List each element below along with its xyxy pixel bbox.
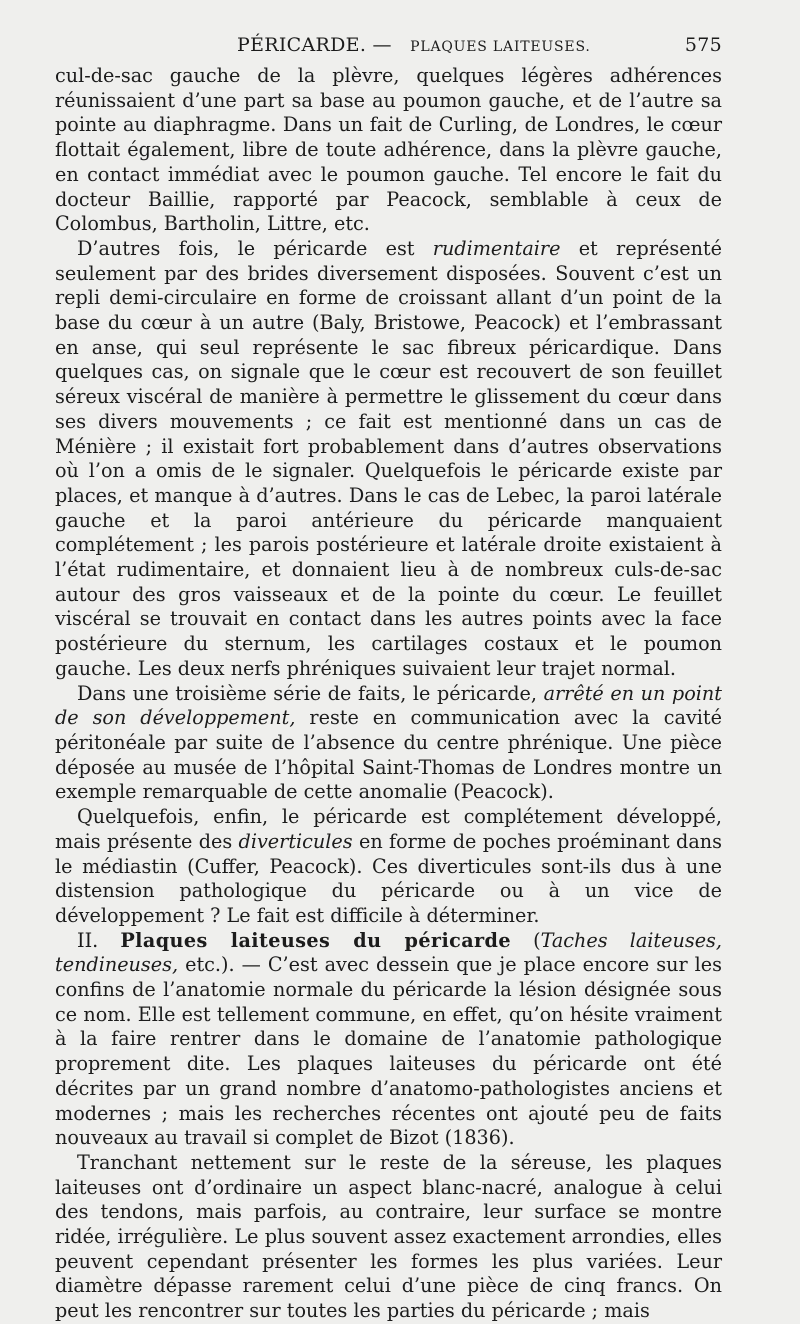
paragraph-1-text: cul-de-sac gauche de la plèvre, quelques légères adhérences réunissaient d’une part sa base au poumon gauche, et de l’autre sa pointe au diaphragme. Dans un fait de Curling, de Londres, le cœur flottait également, libre de toute adhérence, dans la plèvre gauche, en contact immédiat avec le poumon gauche. Tel encore le fait du docteur Baillie, rapporté par Peacock, semblable à ceux de Colombus, Bartholin, Littre, etc. bbox=[55, 64, 722, 236]
running-title-separator: — bbox=[372, 34, 392, 56]
page-number: 575 bbox=[684, 34, 722, 56]
paragraph-5-paren: ( bbox=[510, 928, 541, 952]
paragraph-5-emphasis: Taches laiteuses, tendineuses, bbox=[55, 928, 722, 977]
paragraph-2-emphasis: rudimentaire bbox=[432, 236, 561, 260]
paragraph-3-text-a: Dans une troisième série de faits, le péricarde, bbox=[77, 681, 544, 705]
paragraph-2-text-b: et représenté seulement par des brides diversement disposées. Souvent c’est un repli demi-circulaire en forme de croissant allant d’un point de la base du cœur à un autre (Baly, Bristowe, Peacock) et l’embrassant en anse, qui seul représente le sac fibreux péricardique. Dans quelques cas, on signale que le cœur est recouvert de son feuillet séreux viscéral de manière à permettre le glissement du cœur dans ses divers mouvements ; ce fait est mentionné dans un cas de Ménière ; il existait fort probablement dans d’autres observations où l’on a omis de le signaler. Quelquefois le péricarde existe par places, et manque à d’autres. Dans le cas de Lebec, la paroi latérale gauche et la paroi antérieure du péricarde manquaient complétement ; les parois postérieure et latérale droite existaient à l’état rudimentaire, et donnaient lieu à de nombreux culs-de-sac autour des gros vaisseaux et de la pointe du cœur. Le feuillet viscéral se trouvait en contact dans les autres points avec la face postérieure du sternum, les cartilages costaux et le poumon gauche. Les deux nerfs phréniques suivaient leur trajet normal. bbox=[55, 236, 722, 680]
running-title-subtitle: PLAQUES LAITEUSES. bbox=[410, 39, 591, 55]
paragraph-2 bbox=[55, 237, 722, 682]
paragraph-3-text-b: reste en communication avec la cavité péritonéale par suite de l’absence du centre phrénique. Une pièce déposée au musée de l’hôpital Saint-Thomas de Londres montre un exemple remarquable de cette anomalie (Peacock). bbox=[55, 706, 722, 804]
paragraph-6-text: Tranchant nettement sur le reste de la séreuse, les plaques laiteuses ont d’ordinaire un aspect blanc-nacré, analogue à celui des tendons, mais parfois, au contraire, leur surface se montre ridée, irrégulière. Le plus souvent assez exactement arrondies, elles peuvent cependant présenter les formes les plus variées. Leur diamètre dépasse rarement celui d’une pièce de cinq francs. On peut les rencontrer sur toutes les parties du péricarde ; mais bbox=[55, 1150, 722, 1323]
paragraph-4-text-a: Quelquefois, enfin, le péricarde est complétement développé, mais présente des bbox=[55, 805, 722, 853]
running-title bbox=[237, 34, 591, 56]
running-title-main: PÉRICARDE. bbox=[237, 34, 367, 56]
paragraph-2-text-a: D’autres fois, le péricarde est bbox=[77, 236, 433, 260]
body-text bbox=[55, 64, 722, 1324]
section-number: II. bbox=[77, 928, 121, 952]
paragraph-3-emphasis: arrêté en un point de son développement, bbox=[55, 681, 722, 730]
paragraph-3 bbox=[55, 682, 722, 806]
running-head bbox=[55, 30, 722, 64]
paragraph-6 bbox=[55, 1151, 722, 1324]
paragraph-4-emphasis: diverticules bbox=[238, 829, 353, 853]
paragraph-4-text-b: en forme de poches proéminant dans le médiastin (Cuffer, Peacock). Ces diverticules sont-ils dus à une distension pathologique du péricarde ou à un vice de développement ? Le fait est difficile à déterminer. bbox=[55, 829, 722, 927]
paragraph-5-text: etc.). — C’est avec dessein que je place encore sur les confins de l’anatomie normale du péricarde la lésion désignée sous ce nom. Elle est tellement commune, en effet, qu’on hésite vraiment à la faire rentrer dans le domaine de l’anatomie pathologique proprement dite. Les plaques laiteuses du péricarde ont été décrites par un grand nombre d’anatomo-pathologistes anciens et modernes ; mais les recherches récentes ont ajouté peu de faits nouveaux au travail si complet de Bizot (1836). bbox=[55, 953, 722, 1150]
section-heading: Plaques laiteuses du péricarde bbox=[120, 928, 511, 952]
paragraph-4 bbox=[55, 805, 722, 929]
paragraph-5 bbox=[55, 929, 722, 1151]
paragraph-1 bbox=[55, 64, 722, 237]
